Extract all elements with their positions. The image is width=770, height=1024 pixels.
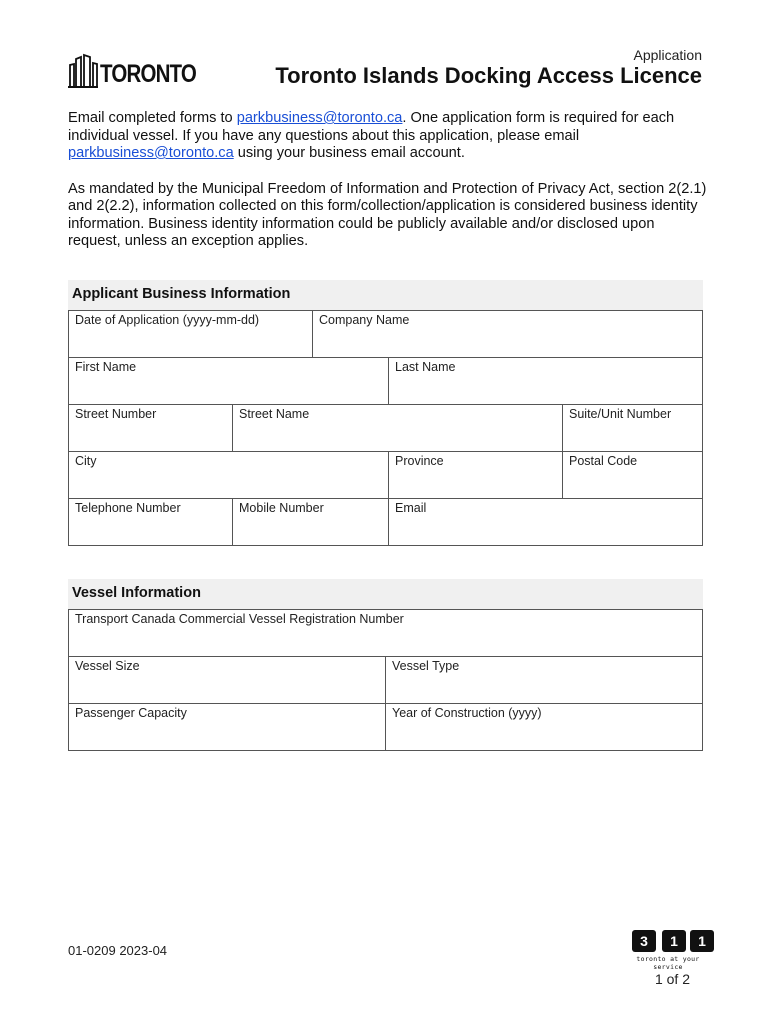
intro-text-part: Email completed forms to xyxy=(68,110,237,126)
page-title: Toronto Islands Docking Access Licence xyxy=(275,63,702,88)
passenger-capacity-field[interactable]: Passenger Capacity xyxy=(69,704,386,751)
badge-digit: 1 xyxy=(662,930,686,952)
311-logo xyxy=(622,930,714,971)
badge-tagline: toronto at your service xyxy=(636,955,700,971)
toronto-logo xyxy=(68,53,197,89)
vessel-type-field[interactable]: Vessel Type xyxy=(386,657,703,704)
form-code: 01-0209 2023-04 xyxy=(68,943,168,958)
year-of-construction-field[interactable]: Year of Construction (yyyy) xyxy=(386,704,703,751)
city-hall-icon xyxy=(68,53,98,89)
intro-text-part: using your business email account. xyxy=(233,145,465,161)
vessel-size-field[interactable]: Vessel Size xyxy=(69,657,386,704)
section-heading: Applicant Business Information xyxy=(68,280,703,310)
mobile-field[interactable]: Mobile Number xyxy=(233,499,389,546)
email-link[interactable]: parkbusiness@toronto.ca xyxy=(236,110,403,126)
logo-wordmark: TORONTO xyxy=(100,60,197,88)
page-number: 1 of 2 xyxy=(654,971,690,987)
intro-paragraph-1 xyxy=(68,110,708,163)
street-number-field[interactable]: Street Number xyxy=(69,405,233,452)
email-link[interactable]: parkbusiness@toronto.ca xyxy=(68,145,234,161)
vessel-section xyxy=(68,579,703,751)
badge-digit: 1 xyxy=(690,930,714,952)
intro-text xyxy=(68,110,708,269)
street-name-field[interactable]: Street Name xyxy=(233,405,563,452)
date-of-application-field[interactable]: Date of Application (yyyy-mm-dd) xyxy=(69,311,313,358)
first-name-field[interactable]: First Name xyxy=(69,358,389,405)
company-name-field[interactable]: Company Name xyxy=(313,311,703,358)
suite-unit-field[interactable]: Suite/Unit Number xyxy=(563,405,703,452)
city-field[interactable]: City xyxy=(69,452,389,499)
email-field[interactable]: Email xyxy=(389,499,703,546)
intro-text-part: . One application form is required for each individual vessel. If you have any questions about this application, please email xyxy=(68,110,675,144)
section-heading: Vessel Information xyxy=(68,579,703,609)
postal-code-field[interactable]: Postal Code xyxy=(563,452,703,499)
applicant-section xyxy=(68,280,703,546)
document-type: Application xyxy=(633,47,702,63)
vessel-form-grid xyxy=(68,609,703,751)
last-name-field[interactable]: Last Name xyxy=(389,358,703,405)
telephone-field[interactable]: Telephone Number xyxy=(69,499,233,546)
registration-number-field[interactable]: Transport Canada Commercial Vessel Registration Number xyxy=(69,610,703,657)
intro-paragraph-2: As mandated by the Municipal Freedom of Information and Protection of Privacy Act, section 2(2.1) and 2(2.2), information collected on this form/collection/application is considered business identity information. Business identity information could be publicly available and/or disclosed upon request, unless an exception applies. xyxy=(68,180,707,249)
badge-digit: 3 xyxy=(632,930,656,952)
applicant-form-grid xyxy=(68,310,703,546)
province-field[interactable]: Province xyxy=(389,452,563,499)
